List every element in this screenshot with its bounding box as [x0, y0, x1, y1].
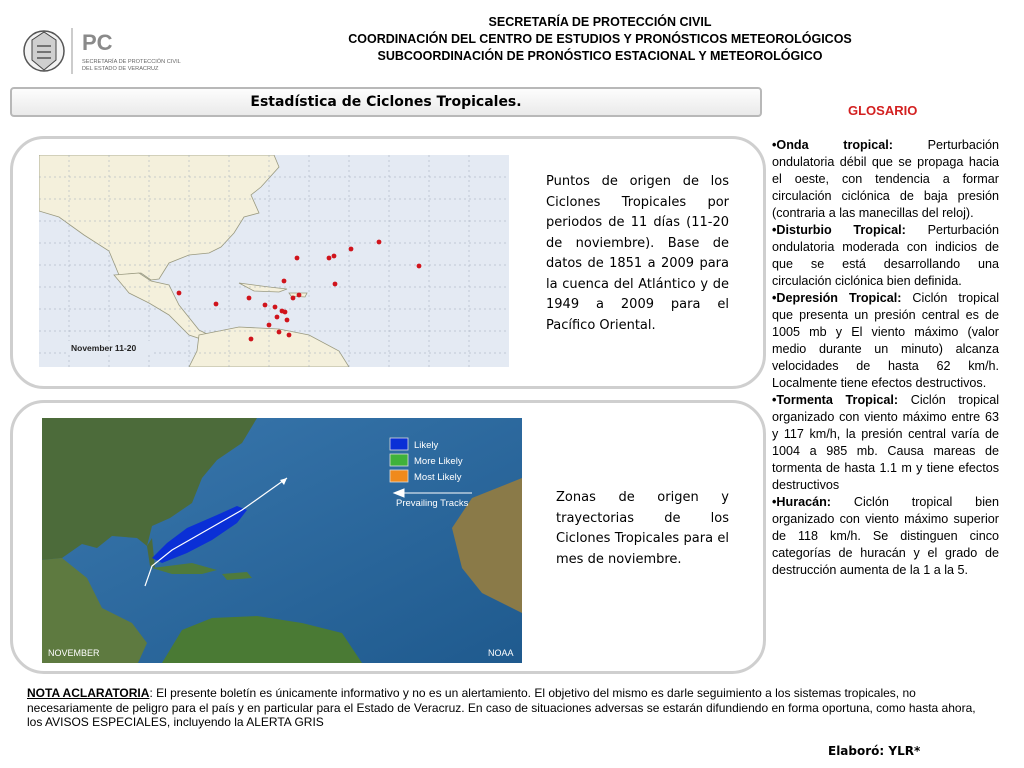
glossary-def: Perturbación ondulatoria débil que se propaga hacia el oeste, con tendencia a formar circulación ciclónica de baja presión (contraria a las manecillas del reloj).	[772, 138, 999, 220]
map2-month: NOVEMBER	[48, 648, 100, 658]
panel-origin-points	[10, 136, 766, 389]
legend-likely-swatch	[390, 438, 408, 450]
logo-abbr: PC	[82, 30, 113, 55]
zones-map	[42, 418, 522, 663]
glossary-term: •Huracán:	[772, 495, 831, 509]
glossary-item	[772, 222, 999, 290]
header	[240, 14, 960, 65]
author-credit: Elaboró: YLR*	[828, 744, 921, 758]
glossary-term: •Depresión Tropical:	[772, 291, 902, 305]
veracruz-seal-icon	[24, 31, 64, 71]
logo-line1: SECRETARÍA DE PROTECCIÓN CIVIL	[82, 59, 181, 65]
glossary-def: Ciclón tropical bien organizado con viento máximo superior de 118 km/h. Se distinguen cinco categorías de huracán y el grado de destrucción aumenta de la 1 a la 5.	[772, 495, 999, 577]
legend-more-likely: More Likely	[414, 456, 463, 467]
legend-prevailing-tracks: Prevailing Tracks	[396, 498, 469, 509]
glossary-title: GLOSARIO	[848, 103, 918, 118]
panel-zones	[10, 400, 766, 674]
legend-most-likely: Most Likely	[414, 472, 462, 483]
map2-source: NOAA	[488, 648, 514, 658]
glossary-def: Ciclón tropical que presenta un presión central es de 1005 mb y El viento máximo (valor medio durante un minuto) alcanza velocidades de hasta 62 km/h. Localmente tiene efectos destructivos.	[772, 291, 999, 390]
panel2-description: Zonas de origen y trayectorias de los Ciclones Tropicales para el mes de noviembre.	[556, 490, 729, 567]
pc-logo	[22, 22, 192, 80]
glossary-item	[772, 494, 999, 579]
glossary-item	[772, 392, 999, 494]
legend-more-likely-swatch	[390, 454, 408, 466]
header-line2: COORDINACIÓN DEL CENTRO DE ESTUDIOS Y PRONÓSTICOS METEOROLÓGICOS	[348, 32, 852, 46]
note-text: : El presente boletín es únicamente informativo y no es un alertamiento. El objetivo del mismo es darle seguimiento a los sistemas tropicales, no necesariamente de peligro para el país y en particular para el Estado de Veracruz. En caso de situaciones adversas se estarán difundiendo en forma oportuna, como hasta ahora, los AVISOS ESPECIALES, incluyendo la ALERTA GRIS	[27, 686, 976, 729]
glossary-term: •Onda tropical:	[772, 138, 893, 152]
logo-line2: DEL ESTADO DE VERACRUZ	[82, 66, 159, 72]
legend-likely: Likely	[414, 440, 439, 451]
note-label: NOTA ACLARATORIA	[27, 686, 150, 700]
glossary-term: •Disturbio Tropical:	[772, 223, 906, 237]
disclaimer-note	[27, 686, 987, 730]
glossary-item	[772, 137, 999, 222]
glossary	[772, 137, 999, 579]
glossary-def: Perturbación ondulatoria moderada con indicios de que se está desarrollando una circulación ciclónica bien definida.	[772, 223, 999, 288]
page-title: Estadística de Ciclones Tropicales.	[10, 87, 762, 117]
header-line3: SUBCOORDINACIÓN DE PRONÓSTICO ESTACIONAL Y METEOROLÓGICO	[377, 49, 823, 63]
glossary-def: Ciclón tropical organizado con viento máximo entre 63 y 117 km/h, la presión central varía de 1004 a 985 mb. Causa mareas de tormenta de hasta 1.1 m y tiene efectos destructivos	[772, 393, 999, 492]
glossary-item	[772, 290, 999, 392]
origin-points-map	[39, 155, 509, 367]
header-line1: SECRETARÍA DE PROTECCIÓN CIVIL	[488, 15, 712, 29]
panel1-description: Puntos de origen de los Ciclones Tropicales por periodos de 11 días (11-20 de noviembre). Base de datos de 1851 a 2009 para la cuenca del Atlántico y de 1949 a 2009 para el Pacífico Oriental.	[546, 174, 729, 333]
map1-label: November 11-20	[71, 343, 137, 353]
glossary-term: •Tormenta Tropical:	[772, 393, 899, 407]
legend-most-likely-swatch	[390, 470, 408, 482]
